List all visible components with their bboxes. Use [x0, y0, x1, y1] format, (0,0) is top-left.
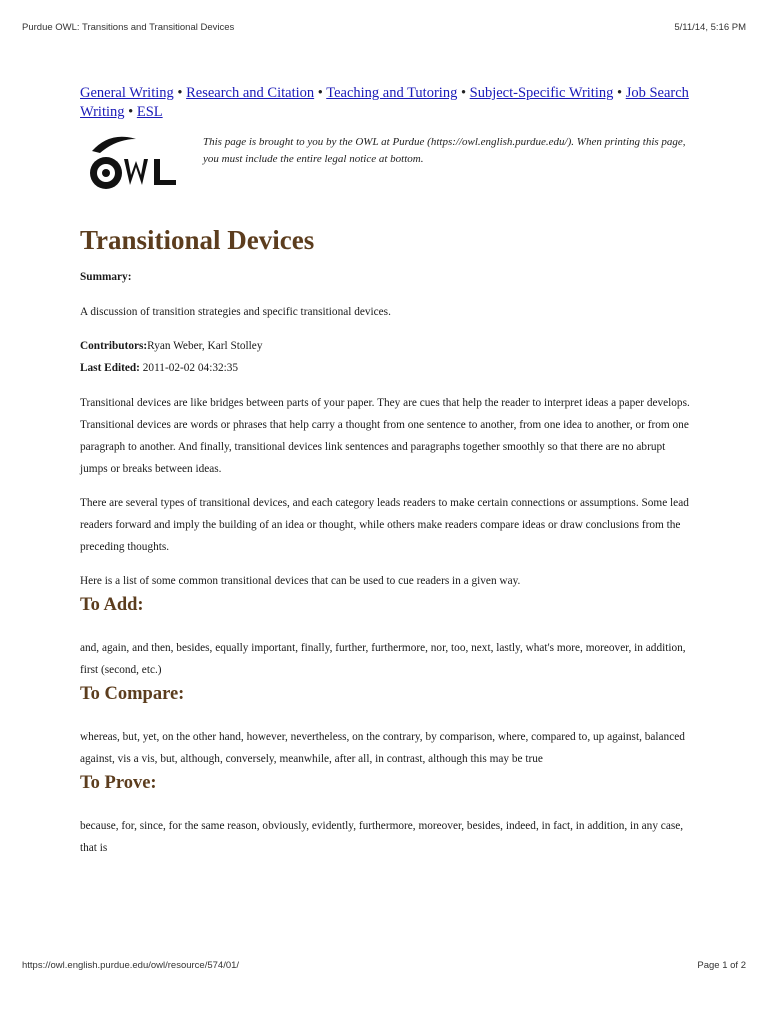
- page-title: Transitional Devices: [80, 225, 315, 255]
- last-edited-line: [80, 357, 692, 379]
- section-text-to-add: and, again, and then, besides, equally important, finally, further, furthermore, nor, too, next, lastly, what's more, moreover, in addition, first (second, etc.): [80, 642, 686, 676]
- section-text-to-prove: because, for, since, for the same reason, obviously, evidently, furthermore, moreover, besides, indeed, in fact, in addition, in any case, that is: [80, 820, 684, 854]
- body-paragraph: There are several types of transitional devices, and each category leads readers to make certain connections or assumptions. Some lead readers forward and imply the building of an idea or thought, while others make readers compare ideas or draw conclusions from the preceding thoughts.: [80, 497, 689, 553]
- article-meta: [80, 335, 692, 379]
- section-heading-to-prove: To Prove:: [80, 773, 157, 793]
- nav-separator: •: [460, 85, 470, 101]
- body-paragraph: Transitional devices are like bridges between parts of your paper. They are cues that help the reader to interpret ideas a paper develops. Transitional devices are words or phrases that help carry a thought from one sentence to another, from one idea to another, or from one paragraph to another. And finally, transitional devices link sentences and paragraphs together smoothly so that there are no abrupt jumps or breaks between ideas.: [80, 397, 690, 475]
- section-heading-to-compare: To Compare:: [80, 684, 185, 704]
- nav-link-job-search-writing[interactable]: Job Search Writing: [80, 85, 689, 120]
- section-heading-to-add: To Add:: [80, 595, 144, 615]
- summary-label: Summary:: [80, 271, 132, 283]
- nav-link-research-and-citation[interactable]: Research and Citation: [186, 85, 315, 101]
- print-header-title: Purdue OWL: Transitions and Transitional Devices: [22, 22, 235, 33]
- top-navigation: [80, 84, 700, 122]
- nav-separator: •: [177, 85, 187, 101]
- nav-link-general-writing[interactable]: General Writing: [80, 85, 174, 101]
- nav-separator: •: [128, 104, 137, 120]
- nav-separator: •: [617, 85, 626, 101]
- nav-separator: •: [317, 85, 327, 101]
- summary-text: A discussion of transition strategies and specific transitional devices.: [80, 306, 391, 318]
- section-text-to-compare: whereas, but, yet, on the other hand, however, nevertheless, on the contrary, by comparison, where, compared to, up against, balanced against, vis a vis, but, although, conversely, meanwhile, after all, in contrast, although this may be true: [80, 731, 685, 765]
- main-content: [80, 222, 692, 859]
- print-footer-url: https://owl.english.purdue.edu/owl/resource/574/01/: [22, 960, 240, 971]
- contributors-value: Ryan Weber, Karl Stolley: [147, 340, 263, 352]
- body-paragraph: Here is a list of some common transitional devices that can be used to cue readers in a given way.: [80, 575, 521, 587]
- print-footer-page: Page 1 of 2: [697, 960, 746, 971]
- contributors-line: [80, 335, 692, 357]
- contributors-label: Contributors:: [80, 340, 148, 352]
- legal-notice: This page is brought to you by the OWL at Purdue (https://owl.english.purdue.edu/). When printing this page, you must include the entire legal notice at bottom.: [203, 136, 686, 165]
- last-edited-label: Last Edited:: [80, 362, 140, 374]
- owl-logo[interactable]: [80, 133, 184, 197]
- nav-link-esl[interactable]: ESL: [136, 104, 163, 120]
- nav-link-teaching-and-tutoring[interactable]: Teaching and Tutoring: [326, 85, 458, 101]
- print-header: [22, 22, 746, 36]
- owl-logo-icon: [80, 133, 184, 197]
- nav-link-subject-specific-writing[interactable]: Subject-Specific Writing: [469, 85, 614, 101]
- print-footer: [22, 960, 746, 974]
- print-header-datetime: 5/11/14, 5:16 PM: [674, 22, 746, 33]
- last-edited-value: 2011-02-02 04:32:35: [142, 362, 239, 374]
